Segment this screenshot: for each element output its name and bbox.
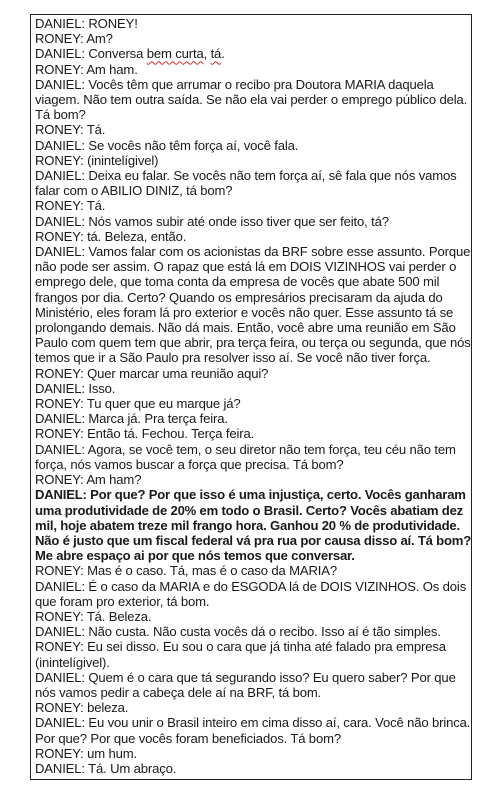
transcript-line: DANIEL: Nós vamos subir até onde isso tiver que ser feito, tá? [35,213,389,229]
transcript-line: DANIEL: RONEY! [35,16,138,31]
transcript-line: DANIEL: Eu vou unir o Brasil inteiro em cima disso aí, cara. Você não brinca. Por que? Por que vocês foram beneficiados. Tá bom? [35,715,471,746]
transcript-line: RONEY: beleza. [35,700,129,716]
transcript-line [35,46,471,61]
transcript-line: DANIEL: Agora, se você tem, o seu diretor não tem força, teu céu não tem força, nós vamos buscar a força que precisa. Tá bom? [35,441,456,472]
transcript-line: DANIEL: Marca já. Pra terça feira. [35,411,228,427]
transcript-line: RONEY: Então tá. Fechou. Terça feira. [35,426,255,442]
transcript-line: RONEY: Mas é o caso. Tá, mas é o caso da MARIA? [35,563,337,579]
transcript-line-segment: DANIEL: Conversa [35,46,147,62]
transcript-line: RONEY: Tá. [35,198,106,214]
transcript-line: RONEY: Tá. Beleza. [35,608,152,624]
transcript-line: RONEY: Tá. [35,122,106,138]
transcript-line: RONEY: tá. Beleza, então. [35,228,187,244]
transcript-line: RONEY: Tu quer que eu marque já? [35,396,241,412]
transcript [35,16,471,776]
document-page [30,14,472,780]
transcript-line: DANIEL: Por que? Por que isso é uma injustiça, certo. Vocês ganharam uma produtividade de 20% em todo o Brasil. Certo? Vocês abatiam dez mil, hoje abatem treze mil frango hora. Ganhou 20 % de produtividade. Não é justo que um fiscal federal vá pra rua por causa disso aí. Tá bom? Me abre espaço ai por que nós temos que conversar. [35,487,472,564]
transcript-line: RONEY: Quer marcar uma reunião aqui? [35,365,269,381]
transcript-line: DANIEL: Isso. [35,380,116,396]
spellcheck-marked-text: bem curta [146,46,204,62]
transcript-line: DANIEL: Se vocês não têm força aí, você fala. [35,137,299,153]
transcript-line-segment: , [203,46,211,62]
transcript-line: RONEY: (inintelígivel) [35,152,159,168]
transcript-line: DANIEL: Quem é o cara que tá segurando isso? Eu quero saber? Por que nós vamos pedir a cabeça dele aí na BRF, tá bom. [35,669,456,700]
transcript-line: DANIEL: Tá. Um abraço. [35,760,177,776]
transcript-line: RONEY: Am ham? [35,472,142,488]
transcript-line: RONEY: Am ham. [35,61,138,77]
transcript-line: DANIEL: É o caso da MARIA e do ESGODA lá de DOIS VIZINHOS. Os dois que foram pro exterior, tá bom. [35,578,467,609]
transcript-line-segment: . [221,46,225,62]
transcript-line: DANIEL: Vocês têm que arrumar o recibo pra Doutora MARIA daquela viagem. Não tem outra saída. Se não ela vai perder o emprego público dela. Tá bom? [35,76,468,123]
transcript-line: DANIEL: Deixa eu falar. Se vocês não tem força aí, sê fala que nós vamos falar com o ABILIO DINIZ, tá bom? [35,168,457,199]
transcript-line: RONEY: um hum. [35,745,137,761]
transcript-line: RONEY: Eu sei disso. Eu sou o cara que já tinha até falado pra empresa (inintelígivel). [35,639,446,670]
transcript-line: DANIEL: Vamos falar com os acionistas da BRF sobre esse assunto. Porque não pode ser assim. O rapaz que está lá em DOIS VIZINHOS vai perder o emprego dele, que toma conta da empresa de vocês que abate 500 mil frangos por dia. Certo? Quando os empresários precisaram da ajuda do Ministério, eles foram lá pro exterior e vocês não quer. Esse assunto tá se prolongando demais. Não dá mais. Então, você abre uma reunião em São Paulo com quem tem que abrir, pra terça feira, ou terça ou segunda, que nós temos que ir a São Paulo pra resolver isso aí. Se você não tiver força. [35,244,471,366]
spellcheck-marked-text: tá [210,46,222,62]
transcript-line: DANIEL: Não custa. Não custa vocês dá o recibo. Isso aí é tão simples. [35,624,441,640]
transcript-line: RONEY: Am? [35,31,113,47]
